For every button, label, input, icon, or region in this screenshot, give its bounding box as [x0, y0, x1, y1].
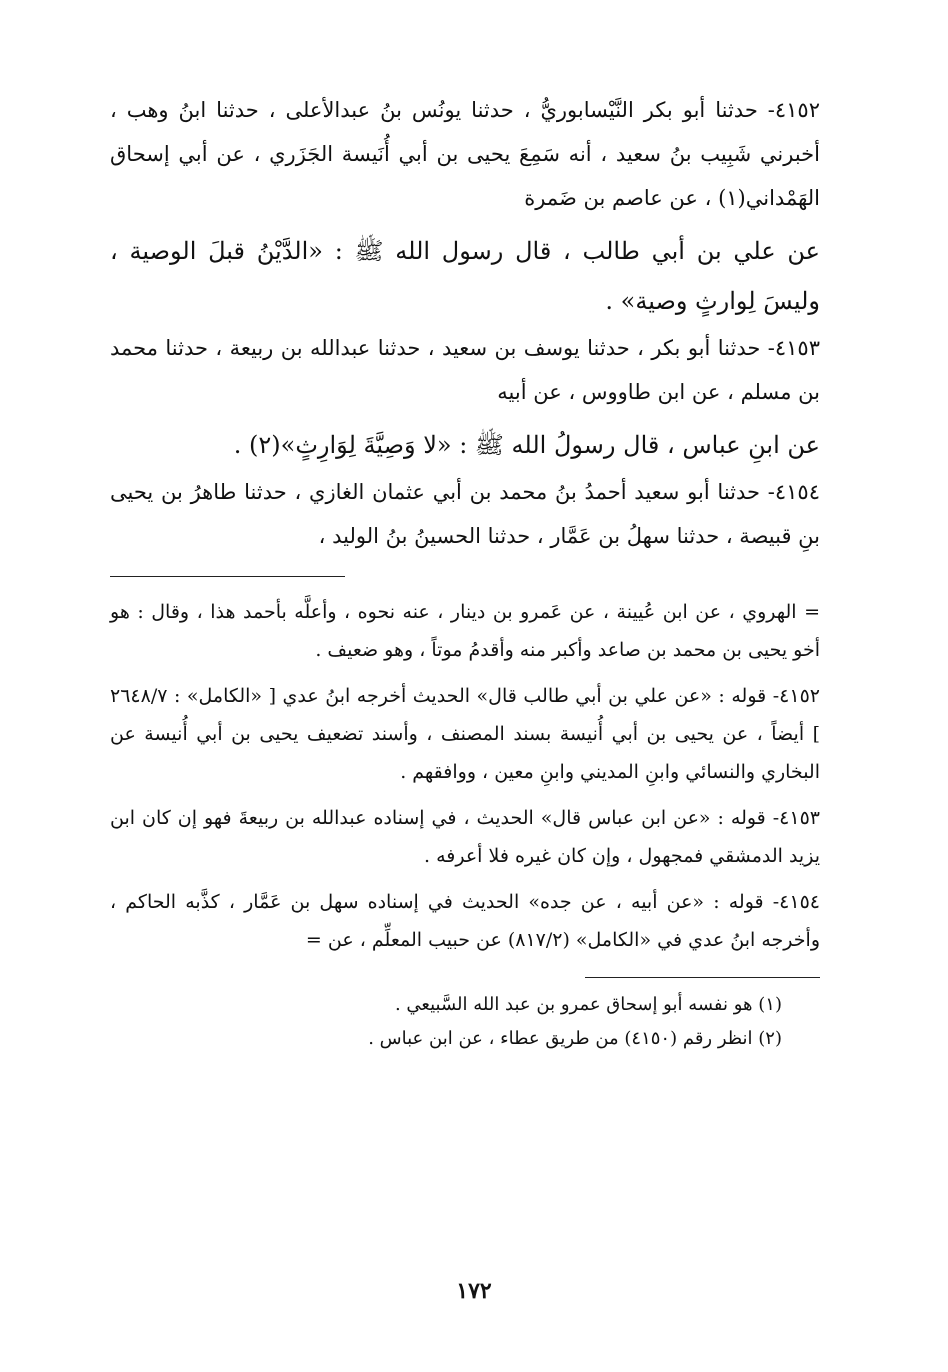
hadith-4153-matn: عن ابنِ عباس ، قال رسولُ الله ﷺ : «لا وَصِيَّةَ لِوَارِثٍ»(٢) . [233, 431, 820, 459]
page-number: ١٧٢ [456, 1278, 492, 1304]
note-4154: ٤١٥٤- قوله : «عن أبيه ، عن جده» الحديث في إسناده سهل بن عَمَّار ، كذَّبه الحاكم ، وأخرجه ابنُ عدي في «الكامل» (٨١٧/٢) عن حبيب المعلِّم ، عن = [110, 891, 820, 951]
note-4153: ٤١٥٣- قوله : «عن ابن عباس قال» الحديث ، في إسناده عبدالله بن ربيعةَ فهو إن كان ابن يزيد الدمشقي فمجهول ، وإن كان غيره فلا أعرفه . [110, 807, 820, 867]
hadith-4153-isnad: ٤١٥٣- حدثنا أبو بكر ، حدثنا يوسف بن سعيد ، حدثنا عبدالله بن ربيعة ، حدثنا محمد بن مسلم ، عن ابن طاووس ، عن أبيه [110, 336, 820, 404]
note-continued: = الهروي ، عن ابن عُيينة ، عن عَمرو بن دينار ، عنه نحوه ، وأعلَّه بأحمد هذا ، وقال : هو أخو يحيى بن محمد بن صاعد وأكبر منه وأقدمُ موتاً ، وهو ضعيف . [110, 601, 820, 661]
endnote-1: (١) هو نفسه أبو إسحاق عمرو بن عبد الله السَّبيعي . [394, 994, 782, 1015]
hadith-4152-isnad: ٤١٥٢- حدثنا أبو بكر النَّيْسابوريُّ ، حدثنا يونُس بنُ عبدالأعلى ، حدثنا ابنُ وهب ، أخبرني شَبِيب بنُ سعيد ، أنه سَمِعَ يحيى بن أبي أُنَيسة الجَزَري ، عن أبي إسحاق الهَمْداني(١) ، عن عاصم بن ضَمرة [110, 98, 820, 210]
separator-main-notes [110, 576, 345, 577]
hadith-4152-matn: عن علي بن أبي طالب ، قال رسول الله ﷺ : «الدَّيْنُ قبلَ الوصية ، وليسَ لِوارثٍ وصية» . [110, 237, 820, 315]
hadith-4154-isnad: ٤١٥٤- حدثنا أبو سعيد أحمدُ بنُ محمد بن أبي عثمان الغازي ، حدثنا طاهرُ بن يحيى بنِ قبيصة ، حدثنا سهلُ بن عَمَّار ، حدثنا الحسينُ بنُ الوليد ، [110, 480, 820, 548]
page-body [110, 88, 820, 1056]
endnote-2: (٢) انظر رقم (٤١٥٠) من طريق عطاء ، عن ابن عباس . [368, 1028, 782, 1049]
separator-endnotes [585, 977, 820, 978]
note-4152: ٤١٥٢- قوله : «عن علي بن أبي طالب قال» الحديث أخرجه ابنُ عدي [ «الكامل» : ٢٦٤٨/٧ ] أيضاً ، عن يحيى بن أبي أُنيسة بسند المصنف ، وأسند تضعيف يحيى بن أبي أُنيسة عن البخاري والنسائي وابنِ المديني وابنِ معين ، ووافقهم . [110, 685, 820, 783]
